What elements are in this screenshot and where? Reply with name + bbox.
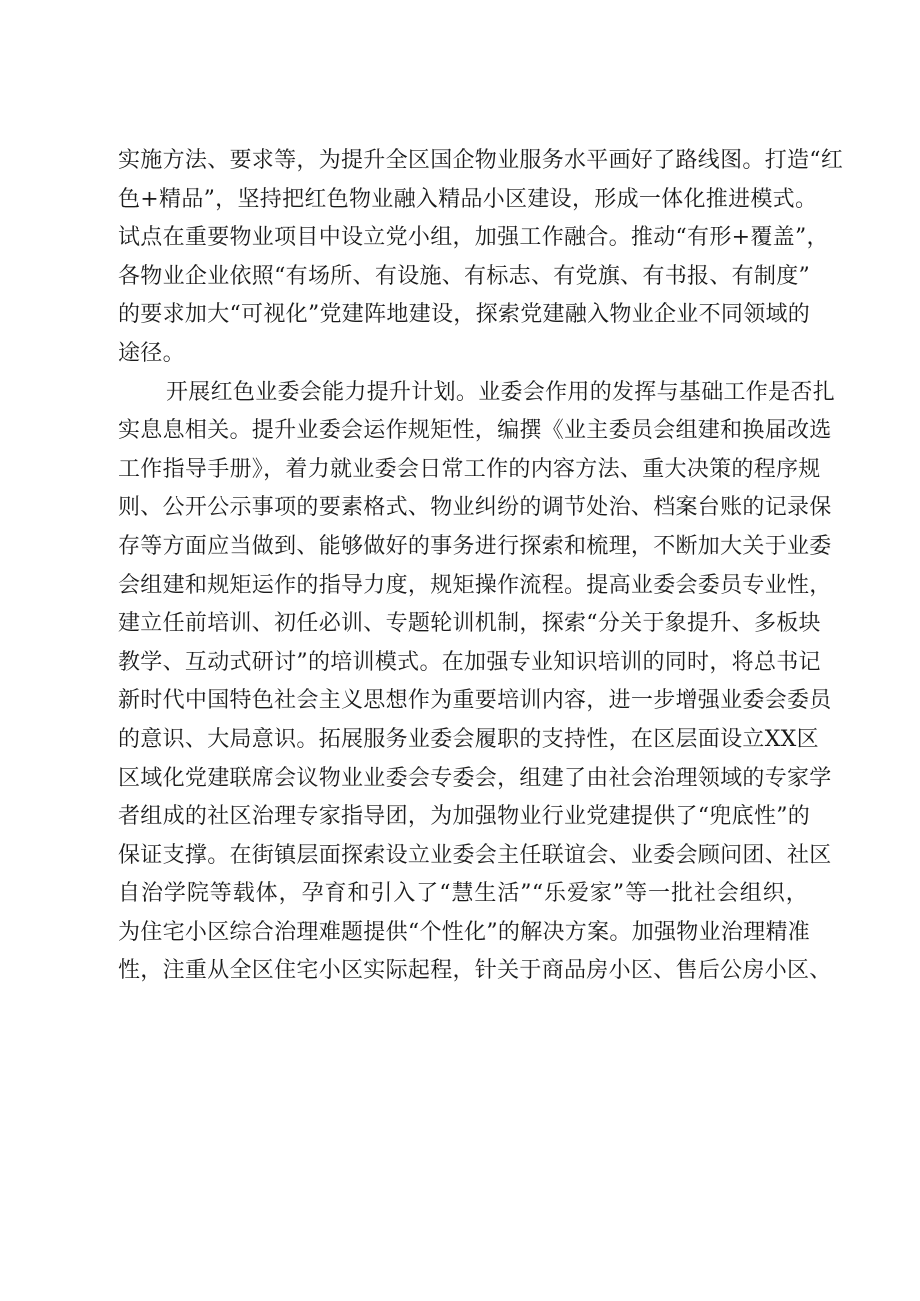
- body-text: [118, 142, 844, 991]
- text-line: 为住宅小区综合治理难题提供“个性化”的解决方案。加强物业治理精准: [118, 919, 811, 945]
- text-line: 教学、互动式研讨”的培训模式。在加强专业知识培训的同时，将总书记: [118, 649, 821, 675]
- text-line: 建立任前培训、初任必训、专题轮训机制，探索“分关于象提升、多板块: [118, 611, 821, 637]
- text-line: 各物业企业依照“有场所、有设施、有标志、有党旗、有书报、有制度”: [118, 263, 811, 289]
- text-line: 自治学院等载体，孕育和引入了“慧生活”“乐爱家”等一批社会组织，: [118, 881, 808, 907]
- text-line: 者组成的社区治理专家指导团，为加强物业行业党建提供了“兜底性”的: [118, 804, 811, 830]
- text-line: 实施方法、要求等，为提升全区国企物业服务水平画好了路线图。打造“红: [118, 148, 844, 173]
- paragraph-heading-line: 开展红色业委会能力提升计划。业委会作用的发挥与基础工作是否扎: [166, 379, 836, 405]
- text-line: 性，注重从全区住宅小区实际起程，针关于商品房小区、售后公房小区、: [118, 958, 832, 984]
- text-line: 途径。: [118, 340, 185, 366]
- text-line: 保证支撑。在街镇层面探索设立业委会主任联谊会、业委会顾问团、社区: [118, 842, 832, 868]
- text-line: 工作指导手册》，着力就业委会日常工作的内容方法、重大决策的程序规: [118, 456, 821, 482]
- text-line: 实息息相关。提升业委会运作规矩性，编撰《业主委员会组建和换届改选: [118, 418, 832, 444]
- text-line: 的要求加大“可视化”党建阵地建设，探索党建融入物业企业不同领域的: [118, 302, 811, 328]
- text-line: 会组建和规矩运作的指导力度，规矩操作流程。提高业委会委员专业性，: [118, 572, 832, 598]
- text-line: 的意识、大局意识。拓展服务业委会履职的支持性，在区层面设立XX区: [118, 726, 819, 752]
- text-line: 新时代中国特色社会主义思想作为重要培训内容，进一步增强业委会委员: [118, 688, 832, 714]
- text-line: 存等方面应当做到、能够做好的事务进行探索和梳理，不断加大关于业委: [118, 533, 832, 559]
- text-line: 区域化党建联席会议物业业委会专委会，组建了由社会治理领域的专家学: [118, 765, 832, 791]
- text-line: 色+精品”，坚持把红色物业融入精品小区建设，形成一体化推进模式。: [118, 186, 818, 212]
- text-line: 试点在重要物业项目中设立党小组，加强工作融合。推动“有形+覆盖”，: [118, 225, 829, 251]
- text-line: 则、公开公示事项的要素格式、物业纠纷的调节处治、档案台账的记录保: [118, 495, 832, 521]
